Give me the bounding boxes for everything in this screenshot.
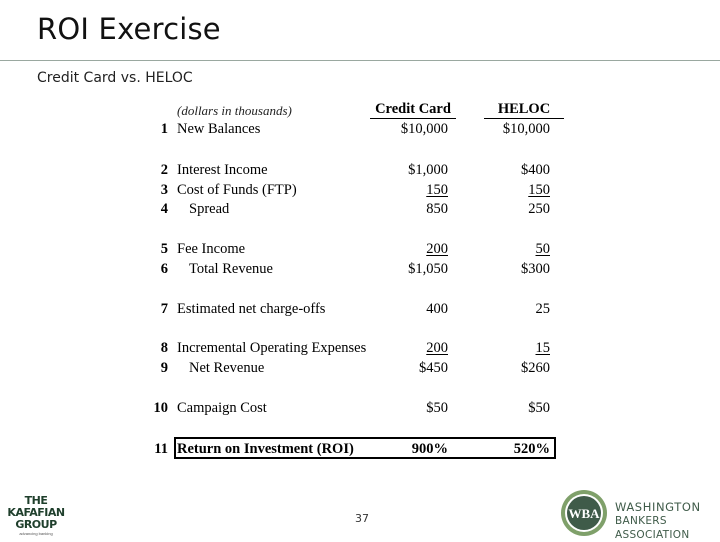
page-number: 37: [355, 512, 369, 525]
row-number: 8: [160, 340, 168, 356]
credit-card-value: 150: [426, 182, 448, 198]
column-header-credit-card: Credit Card: [375, 101, 451, 117]
row-label: Interest Income: [177, 162, 268, 178]
table-row: [0, 162, 720, 180]
credit-card-value: $10,000: [400, 121, 448, 137]
row-number: 10: [153, 400, 168, 416]
row-number: 1: [160, 121, 168, 137]
credit-card-value: $450: [419, 360, 448, 376]
slide-subtitle: Credit Card vs. HELOC: [37, 70, 193, 86]
row-label: Spread: [189, 201, 230, 217]
table-row-roi: [0, 441, 720, 459]
credit-card-value: $1,000: [408, 162, 448, 178]
heloc-value: 50: [535, 241, 550, 257]
table-row: [0, 301, 720, 319]
row-label: Net Revenue: [189, 360, 265, 376]
row-number: 4: [160, 201, 168, 217]
table-row: [0, 360, 720, 378]
units-label: (dollars in thousands): [177, 103, 292, 118]
credit-card-value: 200: [426, 241, 448, 257]
title-divider: [0, 60, 720, 61]
row-label: Estimated net charge-offs: [177, 301, 326, 317]
row-label: New Balances: [177, 121, 261, 137]
row-number: 3: [160, 182, 168, 198]
credit-card-value: 200: [426, 340, 448, 356]
heloc-value: $400: [521, 162, 550, 178]
table-row: [0, 241, 720, 259]
row-number: 5: [160, 241, 168, 257]
column-header-heloc: HELOC: [497, 101, 551, 117]
heloc-value: 25: [535, 301, 550, 317]
heloc-value: 150: [528, 182, 550, 198]
row-label: Total Revenue: [189, 261, 273, 277]
credit-card-value: 400: [426, 301, 448, 317]
table-row: [0, 261, 720, 279]
heloc-value: 520%: [513, 441, 550, 457]
credit-card-value: $1,050: [408, 261, 448, 277]
wba-wordmark: WASHINGTON BANKERS ASSOCIATION: [615, 500, 701, 541]
row-number: 7: [160, 301, 168, 317]
table-row: [0, 201, 720, 219]
slide-title: ROI Exercise: [37, 12, 221, 46]
header-underline-heloc: [484, 118, 564, 119]
heloc-value: $300: [521, 261, 550, 277]
row-label: Return on Investment (ROI): [177, 441, 354, 457]
table-row: [0, 121, 720, 139]
header-underline-credit-card: [370, 118, 456, 119]
credit-card-value: $50: [426, 400, 448, 416]
heloc-value: $50: [528, 400, 550, 416]
heloc-value: 250: [528, 201, 550, 217]
kafafian-group-logo: THE KAFAFIAN GROUP advancing banking: [7, 494, 65, 536]
row-label: Campaign Cost: [177, 400, 267, 416]
row-number: 2: [160, 162, 168, 178]
heloc-value: 15: [535, 340, 550, 356]
row-label: Fee Income: [177, 241, 246, 257]
heloc-value: $260: [521, 360, 550, 376]
row-number: 6: [160, 261, 168, 277]
heloc-value: $10,000: [502, 121, 550, 137]
wba-seal-text: WBA: [568, 506, 600, 521]
wba-seal-logo: [560, 489, 608, 537]
table-row: [0, 182, 720, 200]
credit-card-value: 850: [426, 201, 448, 217]
row-label: Incremental Operating Expenses: [177, 340, 367, 356]
row-label: Cost of Funds (FTP): [177, 182, 297, 198]
table-row: [0, 400, 720, 418]
credit-card-value: 900%: [411, 441, 448, 457]
row-number: 9: [160, 360, 168, 376]
table-row: [0, 340, 720, 358]
row-number: 11: [154, 441, 168, 457]
